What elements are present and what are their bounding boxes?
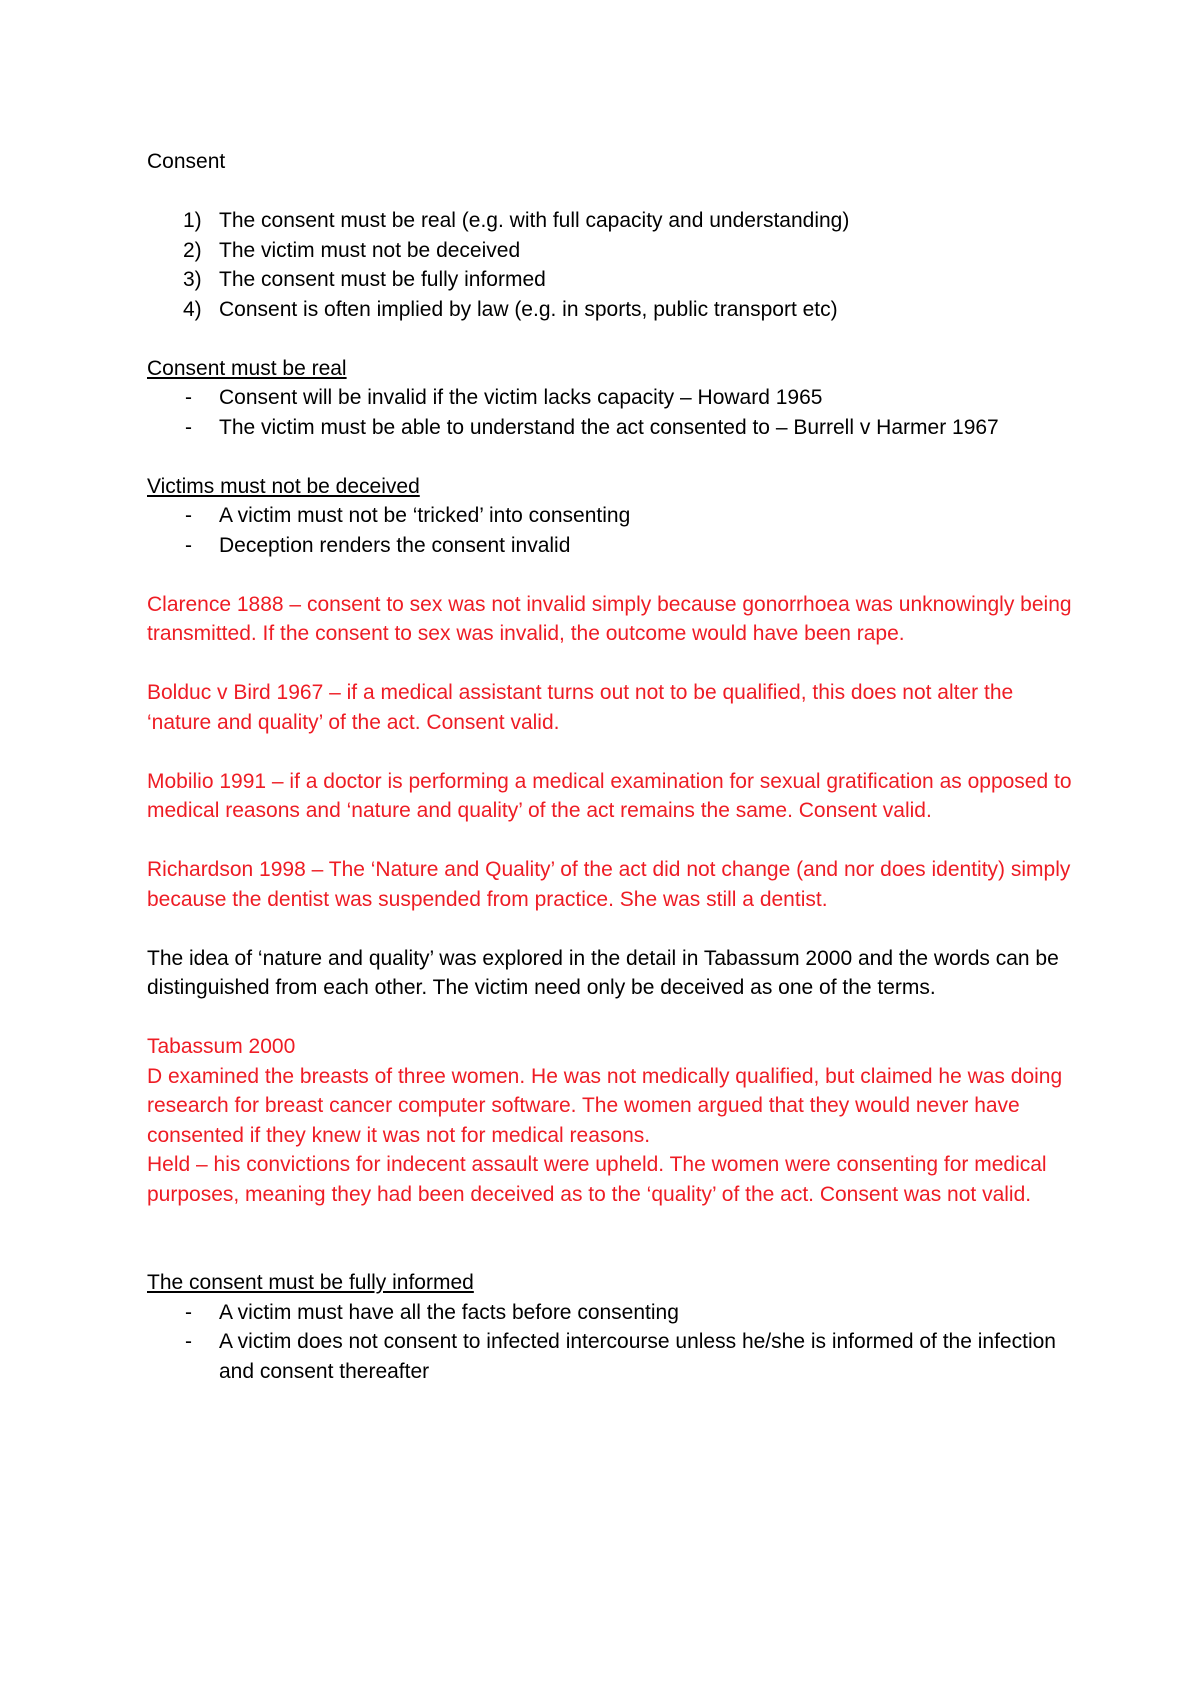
list-item-text: A victim does not consent to infected intercourse unless he/she is informed of the infection and consent thereafter [219, 1330, 1056, 1383]
case-richardson: Richardson 1998 – The ‘Nature and Quality’ of the act did not change (and nor does identity) simply because the dentist was suspended from practice. She was still a dentist. [147, 858, 1071, 911]
list-number: 1) [183, 209, 202, 232]
list-item [147, 1298, 1077, 1328]
list-number: 2) [183, 238, 202, 262]
dash-marker: - [185, 386, 192, 409]
dash-marker: - [185, 1330, 192, 1353]
list-item [147, 206, 1077, 236]
dash-marker: - [185, 504, 192, 527]
case-tabassum-facts: D examined the breasts of three women. He was not medically qualified, but claimed he was doing research for breast cancer computer software. The women argued that they would never have consented if they knew it was not for medical reasons. [147, 1064, 1063, 1147]
list-item [147, 265, 1077, 295]
consent-real-list [147, 383, 1077, 442]
list-item-text: Consent is often implied by law (e.g. in sports, public transport etc) [219, 297, 838, 321]
dash-marker: - [185, 533, 192, 557]
section-heading-consent-real: Consent must be real [147, 356, 347, 380]
case-tabassum-title: Tabassum 2000 [147, 1035, 296, 1058]
list-item-text: The victim must be able to understand the act consented to – Burrell v Harmer 1967 [219, 415, 999, 439]
case-bolduc: Bolduc v Bird 1967 – if a medical assistant turns out not to be qualified, this does not alter the ‘nature and quality’ of the act. Consent valid. [147, 681, 1014, 734]
case-tabassum-held: Held – his convictions for indecent assault were upheld. The women were consenting for medical purposes, meaning they had been deceived as to the ‘quality’ of the act. Consent was not valid. [147, 1153, 1047, 1206]
list-item [147, 295, 1077, 325]
list-item [147, 531, 1077, 561]
dash-marker: - [185, 1300, 192, 1324]
nature-quality-paragraph: The idea of ‘nature and quality’ was explored in the detail in Tabassum 2000 and the words can be distinguished from each other. The victim need only be deceived as one of the terms. [147, 946, 1059, 999]
list-number: 3) [183, 268, 202, 291]
list-item-text: The consent must be real (e.g. with full capacity and understanding) [219, 209, 850, 232]
document-title: Consent [147, 150, 226, 173]
dash-marker: - [185, 415, 192, 439]
list-item-text: Consent will be invalid if the victim lacks capacity – Howard 1965 [219, 386, 823, 409]
section-heading-not-deceived: Victims must not be deceived [147, 474, 420, 498]
list-item [147, 383, 1077, 413]
list-item [147, 501, 1077, 531]
list-item-text: A victim must not be ‘tricked’ into consenting [219, 504, 631, 527]
list-number: 4) [183, 297, 202, 321]
fully-informed-list [147, 1298, 1077, 1387]
list-item [147, 1327, 1077, 1386]
list-item-text: The victim must not be deceived [219, 238, 521, 262]
list-item-text: The consent must be fully informed [219, 268, 546, 291]
section-heading-fully-informed: The consent must be fully informed [147, 1271, 474, 1294]
case-mobilio: Mobilio 1991 – if a doctor is performing a medical examination for sexual gratification as opposed to medical reasons and ‘nature and quality’ of the act remains the same. Consent valid. [147, 769, 1072, 822]
not-deceived-list [147, 501, 1077, 560]
list-item-text: Deception renders the consent invalid [219, 533, 571, 557]
list-item-text: A victim must have all the facts before consenting [219, 1300, 679, 1324]
case-clarence: Clarence 1888 – consent to sex was not invalid simply because gonorrhoea was unknowingly being transmitted. If the consent to sex was invalid, the outcome would have been rape. [147, 592, 1072, 645]
document-body [147, 147, 1077, 1386]
list-item [147, 236, 1077, 266]
list-item [147, 413, 1077, 443]
principles-list [147, 206, 1077, 324]
